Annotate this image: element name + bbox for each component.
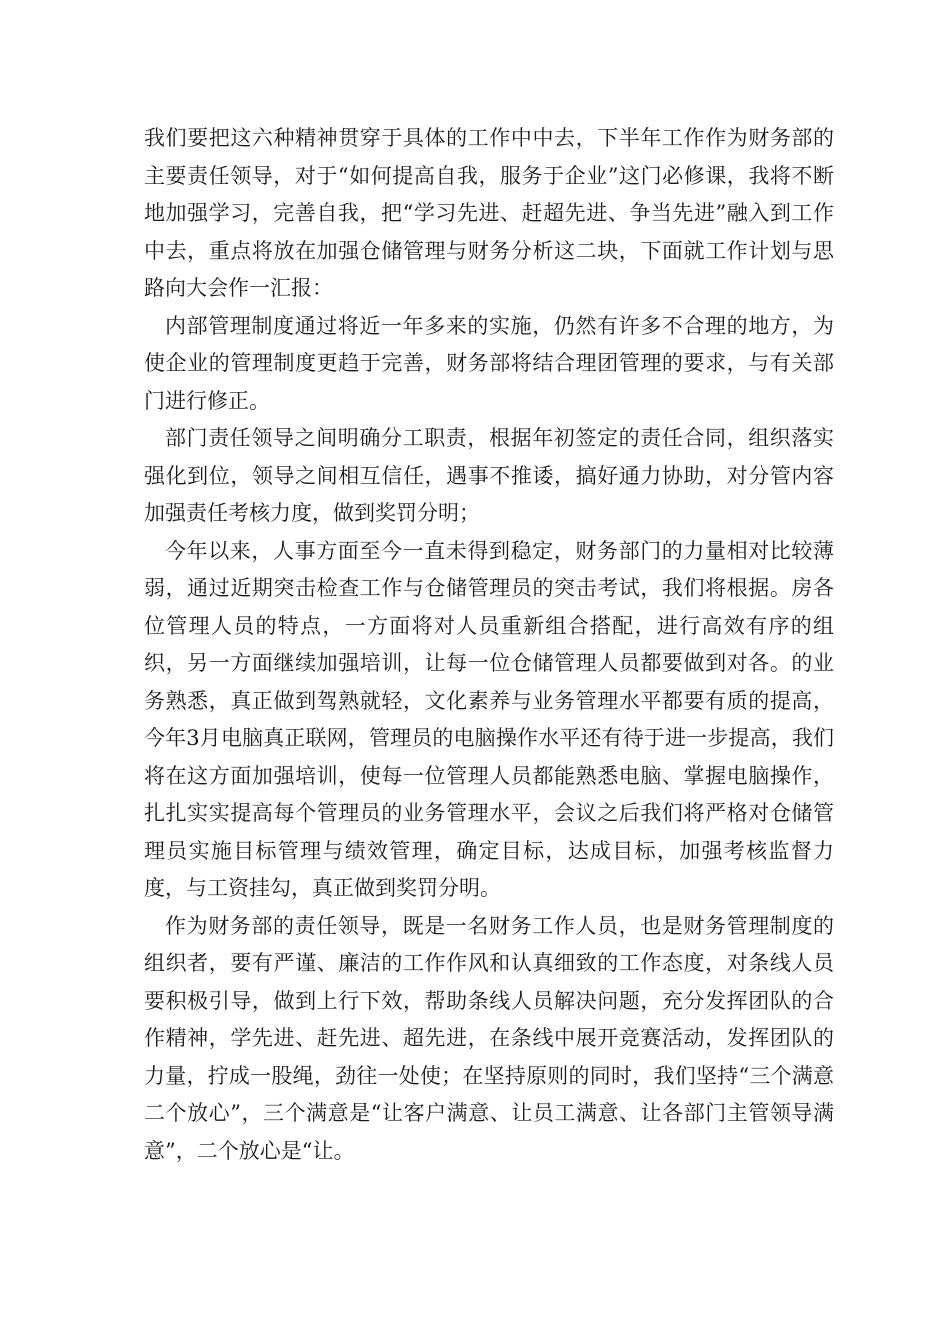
paragraph-1: 我们要把这六种精神贯穿于具体的工作中中去，下半年工作作为财务部的主要责任领导，对于“如何提高自我，服务于企业”这门必修课，我将不断地加强学习，完善自我，把“学习先进、赶超先进、争当先进”融入到工作中去，重点将放在加强仓储管理与财务分析这二块，下面就工作计划与思路向大会作一汇报： (144, 126, 834, 300)
paragraph-5: 作为财务部的责任领导，既是一名财务工作人员，也是财务管理制度的组织者，要有严谨、廉洁的工作作风和认真细致的工作态度，对条线人员要积极引导，做到上行下效，帮助条线人员解决问题，充分发挥团队的合作精神，学先进、赶先进、超先进，在条线中展开竞赛活动，发挥团队的力量，拧成一股绳，劲往一处使；在坚持原则的同时，我们坚持“三个满意二个放心”，三个满意是“让客户满意、让员工满意、让各部门主管领导满意”，二个放心是“让。 (144, 913, 834, 1163)
paragraph-3: 部门责任领导之间明确分工职责，根据年初签定的责任合同，组织落实强化到位，领导之间相互信任，遇事不推诿，搞好通力协助，对分管内容加强责任考核力度，做到奖罚分明； (144, 426, 834, 525)
paragraph-4: 今年以来，人事方面至今一直未得到稳定，财务部门的力量相对比较薄弱，通过近期突击检查工作与仓储管理员的突击考试，我们将根据。房各位管理人员的特点，一方面将对人员重新组合搭配，进行高效有序的组织，另一方面继续加强培训，让每一位仓储管理人员都要做到对各。的业务熟悉，真正做到驾熟就轻，文化素养与业务管理水平都要有质的提高，今年3月电脑真正联网，管理员的电脑操作水平还有待于进一步提高，我们将在这方面加强培训，使每一位管理人员都能熟悉电脑、掌握电脑操作，扎扎实实提高每个管理员的业务管理水平，会议之后我们将严格对仓储管理员实施目标管理与绩效管理，确定目标，达成目标，加强考核监督力度，与工资挂勾，真正做到奖罚分明。 (144, 538, 834, 900)
paragraph-2: 内部管理制度通过将近一年多来的实施，仍然有许多不合理的地方，为使企业的管理制度更趋于完善，财务部将结合理团管理的要求，与有关部门进行修正。 (144, 313, 834, 413)
document-body (144, 120, 834, 1170)
